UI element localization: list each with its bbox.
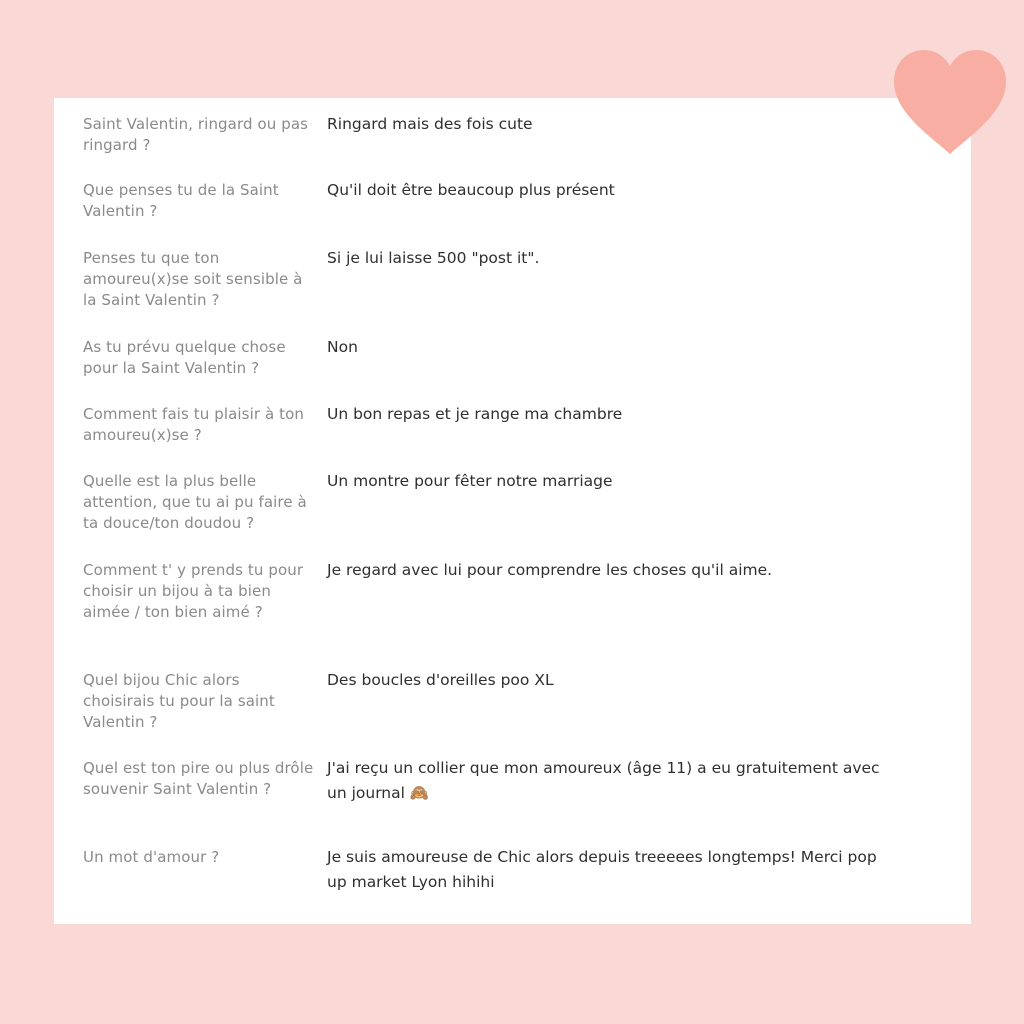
answer-text: Un montre pour fêter notre marriage bbox=[327, 472, 613, 490]
qa-card bbox=[54, 98, 971, 924]
answer-text: J'ai reçu un collier que mon amoureux (âge 11) a eu gratuitement avec un journal 🙈 bbox=[327, 759, 880, 802]
question-text: Quel bijou Chic alors choisirais tu pour la saint Valentin ? bbox=[83, 671, 275, 731]
question-text: Saint Valentin, ringard ou pas ringard ? bbox=[83, 115, 309, 154]
heart-icon bbox=[890, 46, 1010, 158]
question-text: Quelle est la plus belle attention, que tu ai pu faire à ta douce/ton doudou ? bbox=[83, 472, 307, 532]
question-text: Un mot d'amour ? bbox=[83, 848, 220, 866]
question-text: Comment t' y prends tu pour choisir un bijou à ta bien aimée / ton bien aimé ? bbox=[83, 561, 304, 621]
answer-text: Si je lui laisse 500 "post it". bbox=[327, 249, 540, 267]
question-text: Comment fais tu plaisir à ton amoureu(x)se ? bbox=[83, 405, 305, 444]
question-text: As tu prévu quelque chose pour la Saint Valentin ? bbox=[83, 338, 286, 377]
question-text: Penses tu que ton amoureu(x)se soit sensible à la Saint Valentin ? bbox=[83, 249, 303, 309]
question-text: Que penses tu de la Saint Valentin ? bbox=[83, 181, 279, 220]
answer-text: Un bon repas et je range ma chambre bbox=[327, 405, 623, 423]
answer-text: Je regard avec lui pour comprendre les choses qu'il aime. bbox=[327, 561, 773, 579]
answer-text: Je suis amoureuse de Chic alors depuis treeeees longtemps! Merci pop up market Lyon hihihi bbox=[327, 848, 877, 891]
answer-text: Non bbox=[327, 338, 358, 356]
answer-text: Ringard mais des fois cute bbox=[327, 115, 533, 133]
answer-text: Qu'il doit être beaucoup plus présent bbox=[327, 181, 615, 199]
question-text: Quel est ton pire ou plus drôle souvenir Saint Valentin ? bbox=[83, 759, 314, 798]
answer-text: Des boucles d'oreilles poo XL bbox=[327, 671, 554, 689]
